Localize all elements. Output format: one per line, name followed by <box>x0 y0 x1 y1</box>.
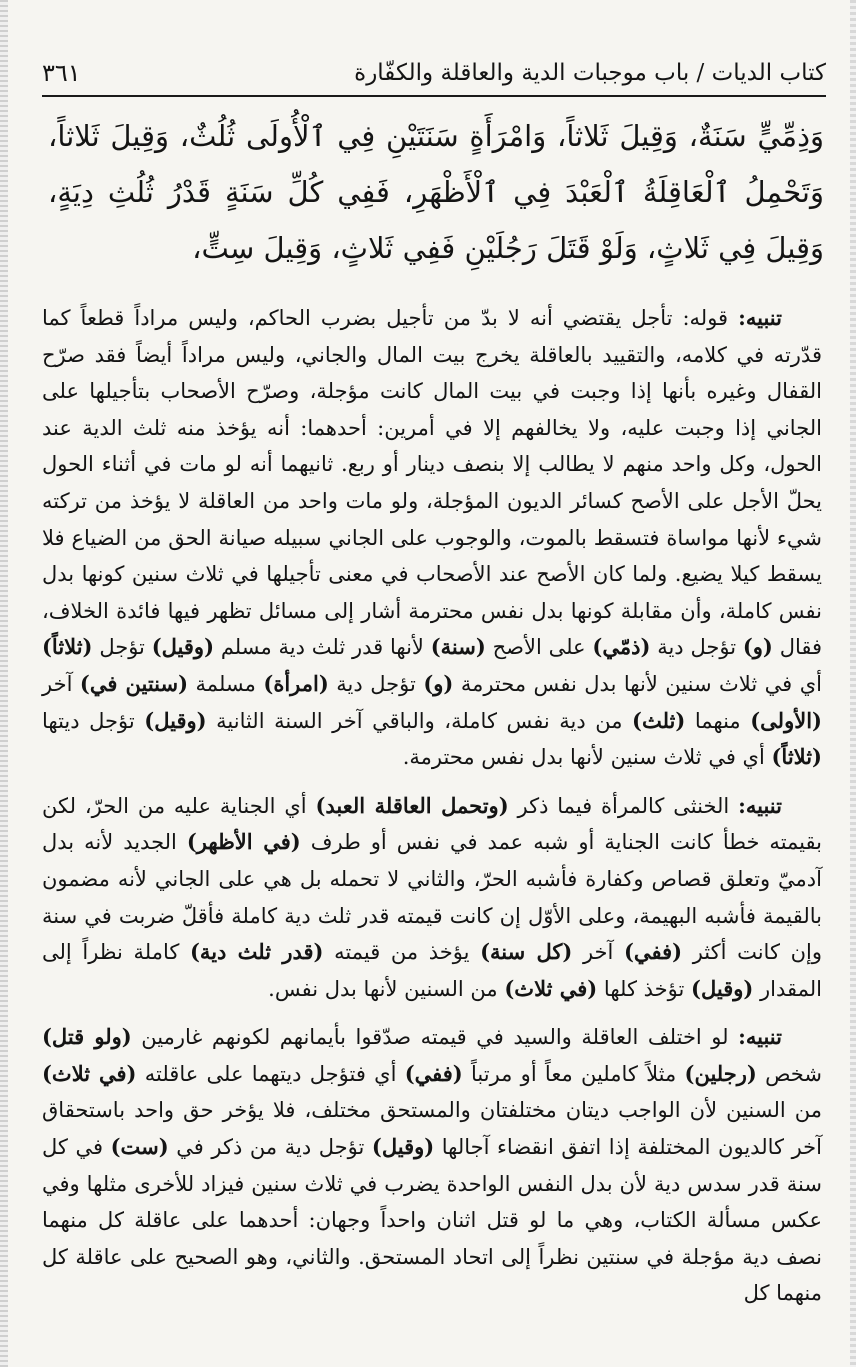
matn-quote: (وقيل) <box>691 975 754 1001</box>
matn-quote: (وقيل) <box>151 634 215 660</box>
matn-quote: (ذمّي) <box>592 634 651 660</box>
matn-quote: (رجلين) <box>684 1060 757 1086</box>
commentary-paragraph-1 <box>42 300 822 776</box>
page-number: ٣٦١ <box>42 59 81 87</box>
commentary-text: من السنين لأن الواجب ديتان مختلفتان والمستحق مختلف، فلا يؤخر حق واحد باستحقاق آخر كالديون المختلفة إذا اتفق انقضاء آجالها <box>42 1098 822 1160</box>
matn-quote: (ثلاثاً) <box>42 634 93 660</box>
commentary-text: أي فتؤجل ديتهما على عاقلته <box>144 1061 397 1086</box>
commentary-text: قوله: تأجل يقتضي أنه لا بدّ من تأجيل بضرب الحاكم، وليس مراداً قطعاً كما قدّرته في كلامه، والتقييد بالعاقلة يخرج بيت المال والجاني، وليس مراداً أيضاً فقد صرّح القفال وغيره بأنها إذا وجبت في بيت المال كانت مؤجلة، وصرّح الأصحاب بتأجيلها على الجاني إذا وجبت عليه، ولا يخالفهم إلا في أمرين: أحدهما: أنه يؤخذ منه ثلث الدية عند الحول، وكل واحد منهم لا يطالب إلا بنصف دينار أو ربع. ثانيهما أنه لو مات في أثناء الحول يحلّ الأجل على الأصح كسائر الديون المؤجلة، ولو مات واحد من العاقلة لا يؤخذ من تركته شيء لأنها مواساة فتسقط بالموت، والوجوب على الجاني سبيله صيانة الحق من الضياع فلا يسقط كيلا يضيع. ولما كان الأصح عند الأصحاب في معنى تأجيلها في ثلاث سنين كونها بدل نفس كاملة، وأن مقابلة كونها بدل نفس محترمة أشار إلى مسائل تظهر فيها فائدة الخلاف، فقال <box>42 306 823 660</box>
commentary-text: تؤخذ كلها <box>603 976 685 1001</box>
note-label: تنبيه: <box>738 1024 782 1050</box>
commentary-paragraph-2 <box>42 788 822 1008</box>
commentary-text: أي الجناية عليه من الحرّ، لكن بقيمته خطأ كانت الجناية أو شبه عمد في نفس أو طرف <box>42 793 822 855</box>
commentary-text: من دية نفس كاملة، والباقي آخر السنة الثانية <box>216 708 623 733</box>
matn-quote: (ولو قتل) <box>42 1024 132 1050</box>
note-label: تنبيه: <box>738 792 782 818</box>
note-label: تنبيه: <box>738 305 782 330</box>
commentary-text: تؤجل <box>99 635 145 660</box>
matn-quote: (في ثلاث) <box>42 1060 137 1086</box>
matn-quote: (ست) <box>110 1134 169 1160</box>
commentary-paragraph-3 <box>42 1019 822 1312</box>
matn-quote: (كل سنة) <box>480 939 573 965</box>
commentary-text: تؤجل دية <box>336 671 416 696</box>
header-rule <box>42 95 826 97</box>
commentary-text: الجديد لأنه بدل آدميّ وتعلق قصاص وكفارة فأشبه الحرّ، والثاني لا تحمله بل هي على الجاني لأنه مضمون بالقيمة فأشبه البهيمة، وعلى الأوّل إن كانت قيمته قدر ثلث دية كاملة فأقلّ ضربت في سنة وإن كانت أكثر <box>42 830 822 965</box>
matn-quote: (و) <box>742 634 773 660</box>
commentary-text: تؤجل ديتها <box>42 708 135 733</box>
commentary-text: تؤجل دية من ذكر في <box>176 1135 365 1160</box>
matn-quote: (سنتين في) <box>79 670 189 696</box>
commentary-text: آخر <box>582 940 614 965</box>
matn-quote: (سنة) <box>430 634 486 660</box>
matn-quote: (امرأة) <box>263 670 329 696</box>
matn-paragraph: وَذِمِّيٍّ سَنَةٌ، وَقِيلَ ثَلاثاً، وَامْرَأَةٍ سَنَتَيْنِ فِي ٱلْأُولَى ثُلُثٌ، وَقِيلَ ثَلاثاً، وَتَحْمِلُ ٱلْعَاقِلَةُ ٱلْعَبْدَ فِي ٱلْأَظْهَرِ، فَفِي كُلِّ سَنَةٍ قَدْرُ ثُلُثِ دِيَةٍ، وَقِيلَ فِي ثَلاثٍ، وَلَوْ قَتَلَ رَجُلَيْنِ فَفِي ثَلاثٍ، وَقِيلَ سِتٍّ، <box>48 119 824 265</box>
running-title: كتاب الديات / باب موجبات الدية والعاقلة والكفّارة <box>354 60 826 86</box>
page-header <box>42 56 826 92</box>
commentary-text: تؤجل دية <box>657 635 737 660</box>
commentary-text: كاملة نظراً إلى المقدار <box>42 940 822 1001</box>
commentary-text: أي في ثلاث سنين لأنها بدل نفس محترمة <box>460 671 822 696</box>
commentary-text: شخص <box>765 1061 822 1086</box>
matn-quote: (وقيل) <box>144 707 207 733</box>
commentary-text: لو اختلف العاقلة والسيد في قيمته صدّقوا بأيمانهم لكونهم غارمين <box>141 1025 729 1050</box>
matn-quote: (ففي) <box>624 939 683 965</box>
scan-right-edge <box>850 0 856 1367</box>
matn-quote: (الأولى) <box>750 707 822 733</box>
matn-quote: (ثلث) <box>632 707 686 733</box>
commentary-text: مسلمة <box>195 671 256 696</box>
commentary-text: مثلاً كاملين معاً أو مرتباً <box>471 1061 677 1086</box>
matn-text <box>48 108 824 276</box>
commentary-text: الخنثى كالمرأة فيما ذكر <box>517 793 730 818</box>
commentary-text: من السنين لأنها بدل نفس. <box>268 976 498 1001</box>
commentary-text: أي في ثلاث سنين لأنها بدل نفس محترمة. <box>402 745 765 770</box>
matn-quote: (و) <box>423 670 454 696</box>
commentary-text: منهما <box>694 708 741 733</box>
commentary <box>42 300 822 1324</box>
matn-quote: (في ثلاث) <box>504 975 598 1001</box>
commentary-text: آخر <box>42 671 73 696</box>
commentary-text: لأنها قدر ثلث دية مسلم <box>220 635 424 660</box>
matn-quote: (ففي) <box>404 1060 463 1086</box>
matn-quote: (في الأظهر) <box>186 829 301 855</box>
matn-quote: (وقيل) <box>371 1134 435 1160</box>
commentary-text: على الأصح <box>492 635 586 660</box>
commentary-text: يؤخذ من قيمته <box>334 940 470 965</box>
matn-quote: (قدر ثلث دية) <box>190 939 324 965</box>
matn-quote: (ثلاثاً) <box>771 744 822 770</box>
scan-left-edge <box>0 0 8 1367</box>
matn-quote: (وتحمل العاقلة العبد) <box>315 792 509 818</box>
commentary-text: في كل سنة قدر سدس دية لأن بدل النفس الواحدة يضرب في ثلاث سنين فيزاد للأخرى مثلها وفي عكس مسألة الكتاب، وهي ما لو قتل اثنان واحداً وجهان: أحدهما على عاقلة كل منهما نصف دية مؤجلة في سنتين نظراً إلى اتحاد المستحق. والثاني، وهو الصحيح على عاقلة كل منهما كل <box>42 1135 822 1306</box>
